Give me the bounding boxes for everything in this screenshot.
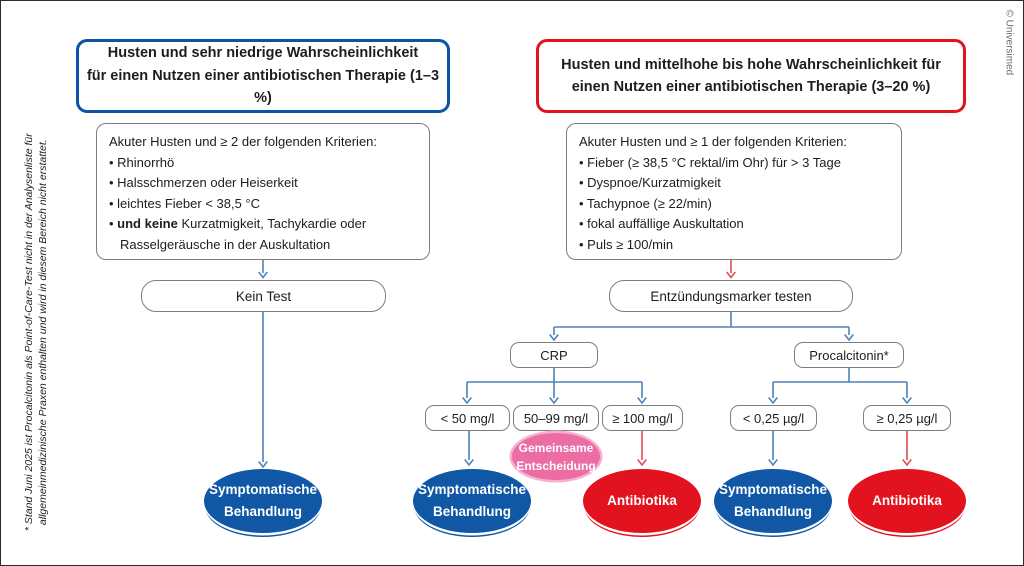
header-line1: Husten und mittelhohe bis hohe Wahrscheinlichkeit für [561, 56, 941, 73]
criteria-intro: Akuter Husten und ≥ 2 der folgenden Kriterien: [109, 134, 378, 149]
threshold-crp-high: ≥ 100 mg/l [602, 405, 683, 431]
threshold-crp-low: < 50 mg/l [425, 405, 510, 431]
arrowhead [903, 460, 912, 466]
arrowhead [463, 398, 472, 404]
outcome-line2: Behandlung [734, 504, 812, 519]
split-test-to-markers [554, 312, 849, 335]
criteria-item: • fokal auffällige Auskultation [579, 216, 744, 232]
outcome-antibiotics-pct [848, 469, 966, 533]
node-no-test: Kein Test [141, 280, 386, 312]
split-pct-thresholds [773, 368, 907, 398]
bullet: • [109, 216, 118, 232]
arrowhead [550, 398, 559, 404]
shared-line1: Gemeinsame [518, 440, 594, 455]
node-crp: CRP [510, 342, 598, 368]
threshold-crp-mid: 50–99 mg/l [513, 405, 599, 431]
outcome-line1: Symptomatische [718, 482, 828, 498]
criteria-item: • Halsschmerzen oder Heiserkeit [109, 175, 298, 191]
footnote-line2: allgemeinmedizinische Praxen enthalten und wird in diesem Bereich nicht erstattet. [37, 139, 49, 526]
shared-line2: Entscheidung [516, 458, 596, 473]
header-line1: Husten und sehr niedrige Wahrscheinlichkeit [107, 45, 419, 62]
criteria-intro: Akuter Husten und ≥ 1 der folgenden Kriterien: [579, 134, 848, 149]
criteria-item: • Fieber (≥ 38,5 °C rektal/im Ohr) für > 3 Tage [579, 154, 841, 170]
node-test-inflammation-markers: Entzündungsmarker testen [609, 280, 853, 312]
header-high-probability [536, 39, 966, 113]
arrowhead [769, 398, 778, 404]
split-crp-thresholds [467, 368, 642, 398]
header-low-probability [76, 39, 450, 113]
arrowhead [638, 398, 647, 404]
outcome-label: Antibiotika [607, 493, 677, 509]
arrowhead [465, 460, 474, 466]
arrowhead [638, 460, 647, 466]
outcome-symptomatic-left [204, 469, 322, 533]
arrowhead [259, 272, 268, 278]
outcome-line1: Symptomatische [417, 482, 527, 498]
arrowhead [845, 335, 854, 341]
outcome-symptomatic-pct [714, 469, 832, 533]
criteria-item: • Puls ≥ 100/min [579, 236, 674, 252]
outcome-symptomatic-crp [413, 469, 531, 533]
criteria-item: • Dyspnoe/Kurzatmigkeit [579, 175, 721, 191]
threshold-pct-high: ≥ 0,25 µg/l [863, 405, 951, 431]
footnote-rotated [22, 116, 50, 548]
arrowhead [550, 335, 559, 341]
arrowhead [727, 272, 736, 278]
outcome-label: Antibiotika [872, 493, 942, 509]
copyright-label: © Universimed [1003, 9, 1015, 76]
header-line2: einen Nutzen einer antibiotischen Therapie (3–20 %) [571, 79, 931, 95]
outcome-line2: Behandlung [433, 504, 511, 519]
criteria-item: • Rhinorrhö [109, 154, 175, 170]
arrowhead [259, 462, 268, 468]
arrowhead [903, 398, 912, 404]
outcome-line2: Behandlung [224, 504, 302, 519]
criteria-item-rest: Kurzatmigkeit, Tachykardie oder Rasselgeräusche in der Auskultation [120, 216, 367, 252]
criteria-item-bold: und keine [117, 216, 178, 232]
shared-decision-ellipse [512, 433, 600, 480]
outcome-line1: Symptomatische [208, 482, 318, 498]
threshold-pct-low: < 0,25 µg/l [730, 405, 817, 431]
criteria-item-mixed [109, 214, 417, 255]
criteria-box-low [96, 123, 430, 260]
criteria-item: • Tachypnoe (≥ 22/min) [579, 195, 712, 211]
node-procalcitonin: Procalcitonin* [794, 342, 904, 368]
header-line2: für einen Nutzen einer antibiotischen Therapie (1–3 %) [86, 67, 440, 107]
outcome-antibiotics-crp [583, 469, 701, 533]
arrowhead [769, 460, 778, 466]
footnote-line1: * Stand Juni 2025 ist Procalcitonin als Point-of-Care-Test nicht in der Analysenliste für [22, 133, 35, 532]
criteria-item: • leichtes Fieber < 38,5 °C [109, 195, 261, 211]
criteria-box-high [566, 123, 902, 260]
